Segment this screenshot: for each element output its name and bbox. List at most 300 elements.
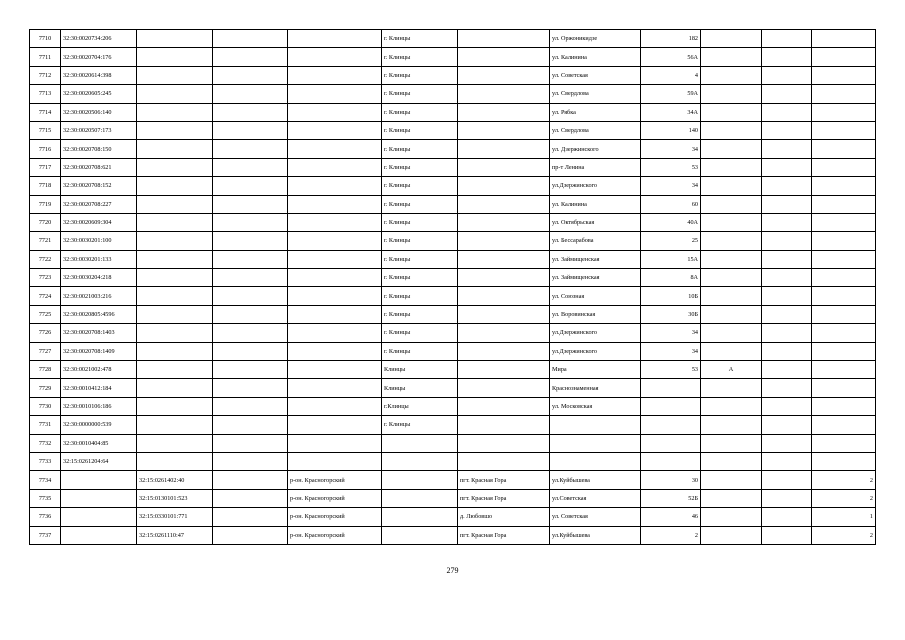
- table-cell: [382, 489, 458, 507]
- table-cell: [458, 379, 550, 397]
- table-cell: 32:30:0010106:186: [61, 397, 137, 415]
- table-cell: [288, 195, 382, 213]
- table-cell: ул.Советская: [550, 489, 641, 507]
- table-cell: [701, 287, 762, 305]
- table-cell: [382, 508, 458, 526]
- table-cell: 34: [641, 324, 701, 342]
- table-cell: 32:30:0030204:218: [61, 269, 137, 287]
- table-cell: [458, 250, 550, 268]
- table-row: [30, 103, 876, 121]
- table-row: [30, 121, 876, 139]
- table-cell: [213, 397, 288, 415]
- table-cell: г. Клинцы: [382, 121, 458, 139]
- table-cell: пр-т Ленина: [550, 158, 641, 176]
- table-cell: [550, 416, 641, 434]
- table-cell: 7719: [30, 195, 61, 213]
- table-cell: 34А: [641, 103, 701, 121]
- table-cell: 56А: [641, 48, 701, 66]
- table-row: [30, 526, 876, 544]
- table-cell: 32:15:0261402:40: [137, 471, 213, 489]
- table-cell: г. Клинцы: [382, 30, 458, 48]
- table-cell: [288, 85, 382, 103]
- table-cell: ул. Союзная: [550, 287, 641, 305]
- table-cell: [213, 250, 288, 268]
- table-cell: 60: [641, 195, 701, 213]
- table-cell: [812, 213, 876, 231]
- table-row: [30, 158, 876, 176]
- table-cell: [812, 287, 876, 305]
- table-cell: р-он. Красногорский: [288, 471, 382, 489]
- table-cell: [458, 452, 550, 470]
- table-cell: [701, 121, 762, 139]
- table-cell: ул. Свердлова: [550, 121, 641, 139]
- table-cell: 2: [812, 471, 876, 489]
- table-cell: [701, 195, 762, 213]
- table-cell: [762, 287, 812, 305]
- table-cell: [288, 158, 382, 176]
- table-cell: 53: [641, 361, 701, 379]
- table-cell: [458, 361, 550, 379]
- table-cell: [213, 269, 288, 287]
- table-cell: [213, 85, 288, 103]
- table-cell: 4: [641, 66, 701, 84]
- table-cell: [701, 526, 762, 544]
- table-cell: ул.Куйбышева: [550, 471, 641, 489]
- table-cell: [812, 397, 876, 415]
- table-cell: г.Клинцы: [382, 397, 458, 415]
- table-cell: г. Клинцы: [382, 305, 458, 323]
- table-cell: ул. Калинина: [550, 48, 641, 66]
- table-cell: [812, 48, 876, 66]
- table-cell: 34: [641, 140, 701, 158]
- table-cell: [213, 103, 288, 121]
- table-cell: 7716: [30, 140, 61, 158]
- table-cell: [382, 452, 458, 470]
- table-cell: [550, 434, 641, 452]
- table-cell: [213, 232, 288, 250]
- table-cell: г. Клинцы: [382, 66, 458, 84]
- table-cell: [762, 508, 812, 526]
- table-cell: [288, 452, 382, 470]
- table-cell: [288, 342, 382, 360]
- table-cell: [762, 232, 812, 250]
- table-cell: 7710: [30, 30, 61, 48]
- table-cell: [812, 379, 876, 397]
- table-cell: [812, 30, 876, 48]
- table-cell: 7731: [30, 416, 61, 434]
- table-row: [30, 250, 876, 268]
- table-cell: [458, 48, 550, 66]
- table-cell: [458, 30, 550, 48]
- table-cell: [458, 269, 550, 287]
- table-cell: д. Любовшо: [458, 508, 550, 526]
- table-cell: 7728: [30, 361, 61, 379]
- table-cell: [701, 397, 762, 415]
- table-cell: ул. Московская: [550, 397, 641, 415]
- table-cell: 7718: [30, 177, 61, 195]
- table-cell: [137, 397, 213, 415]
- table-cell: [812, 434, 876, 452]
- table-cell: [458, 324, 550, 342]
- table-cell: 32:30:0020805:4596: [61, 305, 137, 323]
- table-cell: [213, 158, 288, 176]
- table-cell: р-он. Красногорский: [288, 526, 382, 544]
- table-cell: [701, 471, 762, 489]
- table-cell: [812, 452, 876, 470]
- table-cell: [213, 287, 288, 305]
- table-cell: г. Клинцы: [382, 416, 458, 434]
- table-cell: [137, 287, 213, 305]
- table-cell: [641, 434, 701, 452]
- table-cell: [137, 195, 213, 213]
- table-cell: 59А: [641, 85, 701, 103]
- table-cell: [137, 48, 213, 66]
- table-cell: ул. Советская: [550, 66, 641, 84]
- table-cell: [458, 416, 550, 434]
- table-cell: Краснознаменная: [550, 379, 641, 397]
- table-cell: [458, 213, 550, 231]
- table-cell: [288, 416, 382, 434]
- table-row: [30, 471, 876, 489]
- table-cell: [762, 489, 812, 507]
- table-cell: [762, 379, 812, 397]
- table-cell: ул.Дзержинского: [550, 177, 641, 195]
- table-cell: Клинцы: [382, 361, 458, 379]
- table-row: [30, 85, 876, 103]
- table-cell: [812, 305, 876, 323]
- page-number: 279: [446, 566, 459, 575]
- table-cell: р-он. Красногорский: [288, 489, 382, 507]
- table-cell: ул. Калинина: [550, 195, 641, 213]
- table-cell: [762, 66, 812, 84]
- table-cell: 7732: [30, 434, 61, 452]
- table-cell: 2: [641, 526, 701, 544]
- table-cell: [213, 471, 288, 489]
- table-cell: ул.Дзержинского: [550, 342, 641, 360]
- table-cell: 30Б: [641, 305, 701, 323]
- table-cell: [812, 324, 876, 342]
- table-cell: 7733: [30, 452, 61, 470]
- table-row: [30, 416, 876, 434]
- table-cell: г. Клинцы: [382, 232, 458, 250]
- table-cell: [762, 103, 812, 121]
- table-cell: [701, 48, 762, 66]
- table-cell: ул. Рябка: [550, 103, 641, 121]
- table-cell: [288, 269, 382, 287]
- table-cell: г. Клинцы: [382, 85, 458, 103]
- table-cell: 7720: [30, 213, 61, 231]
- table-cell: [213, 416, 288, 434]
- table-cell: [762, 342, 812, 360]
- table-cell: [812, 177, 876, 195]
- table-row: [30, 269, 876, 287]
- table-cell: [641, 416, 701, 434]
- table-cell: [213, 195, 288, 213]
- table-cell: [137, 416, 213, 434]
- table-cell: [213, 526, 288, 544]
- table-cell: [701, 103, 762, 121]
- table-cell: [812, 342, 876, 360]
- table-cell: [762, 305, 812, 323]
- table-cell: [812, 250, 876, 268]
- table-cell: [812, 195, 876, 213]
- table-cell: [812, 416, 876, 434]
- table-cell: [137, 452, 213, 470]
- table-cell: 7713: [30, 85, 61, 103]
- table-cell: 7737: [30, 526, 61, 544]
- table-cell: 8А: [641, 269, 701, 287]
- table-cell: [701, 213, 762, 231]
- table-row: [30, 379, 876, 397]
- table-cell: [61, 489, 137, 507]
- table-cell: г. Клинцы: [382, 158, 458, 176]
- table-row: [30, 232, 876, 250]
- table-cell: [762, 158, 812, 176]
- table-cell: [458, 140, 550, 158]
- table-cell: [137, 177, 213, 195]
- table-cell: 7724: [30, 287, 61, 305]
- table-cell: [701, 305, 762, 323]
- table-cell: 30: [641, 471, 701, 489]
- table-cell: [288, 287, 382, 305]
- table-cell: [812, 232, 876, 250]
- table-cell: [137, 121, 213, 139]
- table-cell: [137, 140, 213, 158]
- table-row: [30, 489, 876, 507]
- table-cell: [762, 361, 812, 379]
- table-cell: [458, 287, 550, 305]
- table-cell: [288, 379, 382, 397]
- table-cell: [812, 121, 876, 139]
- table-cell: 32:30:0020704:176: [61, 48, 137, 66]
- table-cell: [137, 66, 213, 84]
- table-cell: [812, 140, 876, 158]
- table-cell: [137, 305, 213, 323]
- table-cell: ул. Воровинская: [550, 305, 641, 323]
- table-cell: [213, 305, 288, 323]
- table-cell: [288, 103, 382, 121]
- table-row: [30, 434, 876, 452]
- table-cell: ул. Свердлова: [550, 85, 641, 103]
- table-cell: 34: [641, 177, 701, 195]
- table-cell: [701, 30, 762, 48]
- table-cell: [288, 250, 382, 268]
- table-cell: [762, 416, 812, 434]
- table-cell: [762, 324, 812, 342]
- table-cell: 2: [812, 526, 876, 544]
- table-cell: [61, 471, 137, 489]
- table-cell: 7715: [30, 121, 61, 139]
- table-cell: [458, 85, 550, 103]
- table-cell: [213, 342, 288, 360]
- table-cell: 40А: [641, 213, 701, 231]
- table-cell: 32:30:0020708:1409: [61, 342, 137, 360]
- table-cell: ул. Октябрьская: [550, 213, 641, 231]
- table-cell: [288, 48, 382, 66]
- table-cell: [213, 508, 288, 526]
- table-cell: [213, 324, 288, 342]
- table-cell: 32:15:0130101:523: [137, 489, 213, 507]
- table-cell: [213, 379, 288, 397]
- table-cell: 53: [641, 158, 701, 176]
- table-cell: р-он. Красногорский: [288, 508, 382, 526]
- table-cell: [458, 158, 550, 176]
- table-cell: [288, 434, 382, 452]
- table-cell: [137, 103, 213, 121]
- table-cell: г. Клинцы: [382, 195, 458, 213]
- table-cell: [812, 85, 876, 103]
- table-cell: ул.Дзержинского: [550, 324, 641, 342]
- table-cell: [213, 177, 288, 195]
- table-cell: 7725: [30, 305, 61, 323]
- table-cell: 32:30:0020507:173: [61, 121, 137, 139]
- table-cell: 10Б: [641, 287, 701, 305]
- table-cell: [213, 213, 288, 231]
- table-cell: г. Клинцы: [382, 103, 458, 121]
- table-cell: пгт. Красная Гора: [458, 471, 550, 489]
- table-cell: 7736: [30, 508, 61, 526]
- table-cell: [288, 324, 382, 342]
- table-cell: 7730: [30, 397, 61, 415]
- table-row: [30, 66, 876, 84]
- table-cell: [550, 452, 641, 470]
- table-row: [30, 140, 876, 158]
- table-row: [30, 287, 876, 305]
- table-cell: [288, 305, 382, 323]
- table-cell: [762, 526, 812, 544]
- table-cell: [137, 342, 213, 360]
- table-cell: [701, 508, 762, 526]
- table-cell: [458, 232, 550, 250]
- table-row: [30, 324, 876, 342]
- table-cell: [458, 177, 550, 195]
- table-cell: [701, 66, 762, 84]
- table-cell: 32:30:0020708:1403: [61, 324, 137, 342]
- table-cell: [61, 526, 137, 544]
- table-cell: 7717: [30, 158, 61, 176]
- table-cell: [213, 48, 288, 66]
- table-cell: пгт. Красная Гора: [458, 526, 550, 544]
- table-row: [30, 342, 876, 360]
- table-cell: 52Б: [641, 489, 701, 507]
- table-cell: [762, 452, 812, 470]
- table-cell: 32:30:0020605:245: [61, 85, 137, 103]
- table-cell: [137, 434, 213, 452]
- table-cell: [288, 66, 382, 84]
- table-cell: [382, 471, 458, 489]
- table-cell: [458, 434, 550, 452]
- table-cell: [288, 121, 382, 139]
- table-cell: [762, 397, 812, 415]
- table-cell: 1: [812, 508, 876, 526]
- table-cell: г. Клинцы: [382, 177, 458, 195]
- table-cell: г. Клинцы: [382, 140, 458, 158]
- table-cell: [701, 489, 762, 507]
- table-cell: [288, 177, 382, 195]
- table-cell: 32:30:0021003:216: [61, 287, 137, 305]
- table-cell: [137, 30, 213, 48]
- table-cell: 32:30:0020614:398: [61, 66, 137, 84]
- table-cell: [701, 250, 762, 268]
- table-cell: г. Клинцы: [382, 250, 458, 268]
- table-cell: 32:30:0020708:150: [61, 140, 137, 158]
- table-cell: [382, 434, 458, 452]
- table-cell: 7721: [30, 232, 61, 250]
- table-cell: [137, 269, 213, 287]
- table-cell: 7722: [30, 250, 61, 268]
- table-cell: [812, 361, 876, 379]
- table-cell: г. Клинцы: [382, 269, 458, 287]
- table-cell: [213, 489, 288, 507]
- table-cell: [762, 177, 812, 195]
- table-cell: [701, 416, 762, 434]
- table-cell: [213, 361, 288, 379]
- table-cell: [641, 379, 701, 397]
- table-cell: [288, 361, 382, 379]
- table-cell: [458, 397, 550, 415]
- table-row: [30, 177, 876, 195]
- table-cell: [61, 508, 137, 526]
- table-cell: [701, 269, 762, 287]
- table-cell: [762, 195, 812, 213]
- table-cell: г. Клинцы: [382, 342, 458, 360]
- table-cell: 32:30:0030201:100: [61, 232, 137, 250]
- table-row: [30, 48, 876, 66]
- table-cell: 182: [641, 30, 701, 48]
- table-cell: 32:15:0261110:47: [137, 526, 213, 544]
- table-row: [30, 397, 876, 415]
- table-cell: ул. Займищенская: [550, 269, 641, 287]
- table-cell: ул.Куйбышева: [550, 526, 641, 544]
- table-cell: 7711: [30, 48, 61, 66]
- table-cell: г. Клинцы: [382, 48, 458, 66]
- table-cell: 32:30:0020708:152: [61, 177, 137, 195]
- table-cell: г. Клинцы: [382, 287, 458, 305]
- table-cell: г. Клинцы: [382, 324, 458, 342]
- table-cell: [762, 250, 812, 268]
- table-cell: [701, 342, 762, 360]
- table-row: [30, 30, 876, 48]
- table-cell: 32:30:0010412:184: [61, 379, 137, 397]
- table-cell: [762, 30, 812, 48]
- table-cell: [762, 121, 812, 139]
- table-cell: [812, 158, 876, 176]
- table-cell: [762, 140, 812, 158]
- table-cell: 32:30:0020708:621: [61, 158, 137, 176]
- table-cell: [213, 121, 288, 139]
- table-cell: [762, 48, 812, 66]
- table-cell: [288, 30, 382, 48]
- table-cell: [701, 452, 762, 470]
- table-cell: [288, 213, 382, 231]
- table-cell: [288, 140, 382, 158]
- table-row: [30, 213, 876, 231]
- table-cell: 7712: [30, 66, 61, 84]
- table-cell: ул. Бессарабова: [550, 232, 641, 250]
- table-cell: [812, 103, 876, 121]
- table-cell: [641, 452, 701, 470]
- table-cell: ул. Дзержинского: [550, 140, 641, 158]
- table-row: [30, 305, 876, 323]
- table-cell: [458, 121, 550, 139]
- table-cell: [701, 140, 762, 158]
- table-cell: 7714: [30, 103, 61, 121]
- table-cell: [288, 397, 382, 415]
- table-cell: [701, 158, 762, 176]
- table-cell: [213, 66, 288, 84]
- table-cell: 15А: [641, 250, 701, 268]
- table-cell: [213, 140, 288, 158]
